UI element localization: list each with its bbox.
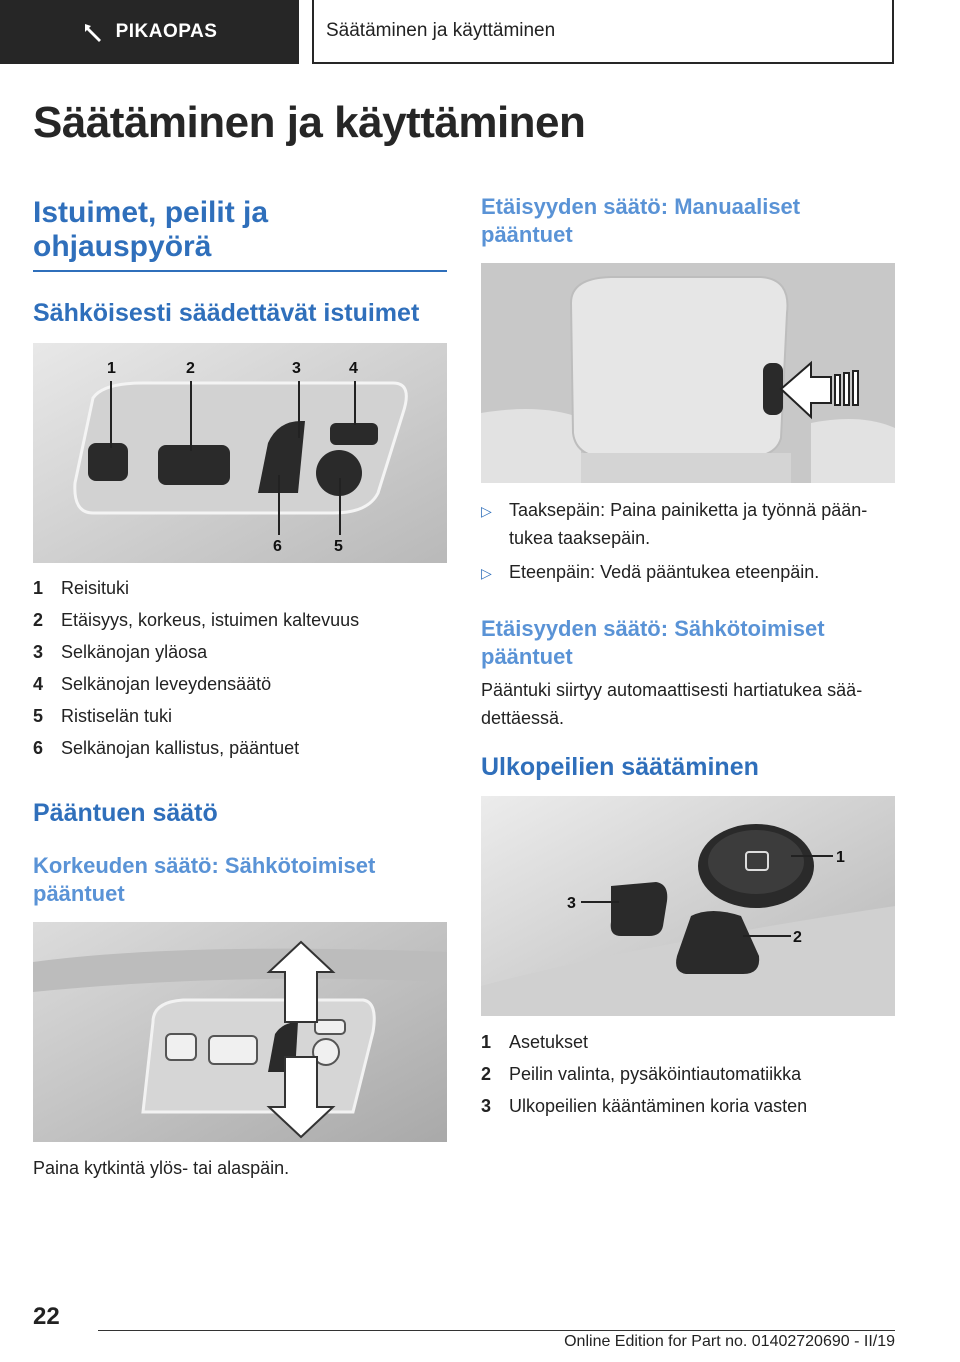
callout-4: 4 (349, 360, 358, 377)
footer-edition: Online Edition for Part no. 01402720690 - II/19 (564, 1333, 895, 1350)
list-item: ▷ Taaksepäin: Paina painiketta ja työnnä pään-tukea taaksepäin. (481, 496, 895, 552)
wrench-icon (82, 21, 104, 43)
electric-title: Etäisyyden säätö: Sähkötoimiset pääntuet (481, 616, 825, 669)
breadcrumb[interactable]: Säätäminen ja käyttäminen (312, 0, 894, 64)
callout-3: 3 (292, 360, 301, 377)
seat-controls-image (33, 343, 447, 563)
manual-headrest-image (481, 263, 895, 483)
callout-6: 6 (273, 538, 282, 555)
footer-divider (98, 1330, 895, 1331)
callout-5: 5 (334, 538, 343, 555)
section-title: Istuimet, peilit ja ohjauspyörä (33, 196, 269, 263)
list-item: 2 Peilin valinta, pysäköintiautomatiikka (481, 1064, 802, 1084)
electric-text: Pääntuki siirtyy automaattisesti hartiatukea sää-dettäessä. (481, 680, 863, 728)
list-item: 4 Selkänojan leveydensäätö (33, 674, 272, 694)
seat-items-list (33, 572, 447, 764)
header-tab-pikaopas[interactable] (0, 0, 299, 64)
mirror-callout-2: 2 (793, 929, 802, 946)
callout-2: 2 (186, 360, 195, 377)
list-item: 5 Ristiselän tuki (33, 706, 173, 726)
list-item: 3 Selkänojan yläosa (33, 642, 208, 662)
triangle-bullet-icon: ▷ (481, 503, 492, 519)
list-item: 3 Ulkopeilien kääntäminen koria vasten (481, 1096, 808, 1116)
mirror-callout-3: 3 (567, 895, 576, 912)
mirror-callout-1: 1 (836, 849, 845, 866)
page-title: Säätäminen ja käyttäminen (33, 98, 586, 147)
list-item: ▷ Eteenpäin: Vedä pääntukea eteenpäin. (481, 558, 895, 587)
header-tab-label: PIKAOPAS (115, 21, 218, 42)
list-item: 1 Asetukset (481, 1032, 589, 1052)
list-item: 2 Etäisyys, korkeus, istuimen kaltevuus (33, 610, 360, 630)
mirror-items-list (481, 1026, 895, 1122)
manual-title: Etäisyyden säätö: Manuaaliset pääntuet (481, 194, 801, 247)
manual-bullets (481, 496, 895, 587)
seat-subtitle: Sähköisesti säädettävät istuimet (33, 299, 420, 327)
mirror-controls-image (481, 796, 895, 1016)
page-number: 22 (33, 1303, 60, 1330)
mirror-title: Ulkopeilien säätäminen (481, 753, 759, 781)
triangle-bullet-icon: ▷ (481, 565, 492, 581)
callout-1: 1 (107, 360, 116, 377)
headrest-height-image (33, 922, 447, 1142)
list-item: 1 Reisituki (33, 578, 130, 598)
height-caption: Paina kytkintä ylös- tai alaspäin. (33, 1158, 290, 1178)
headrest-title: Pääntuen säätö (33, 799, 218, 827)
section-divider (33, 270, 447, 272)
list-item: 6 Selkänojan kallistus, pääntuet (33, 738, 300, 758)
height-adjust-title: Korkeuden säätö: Sähkötoimiset pääntuet (33, 853, 376, 906)
